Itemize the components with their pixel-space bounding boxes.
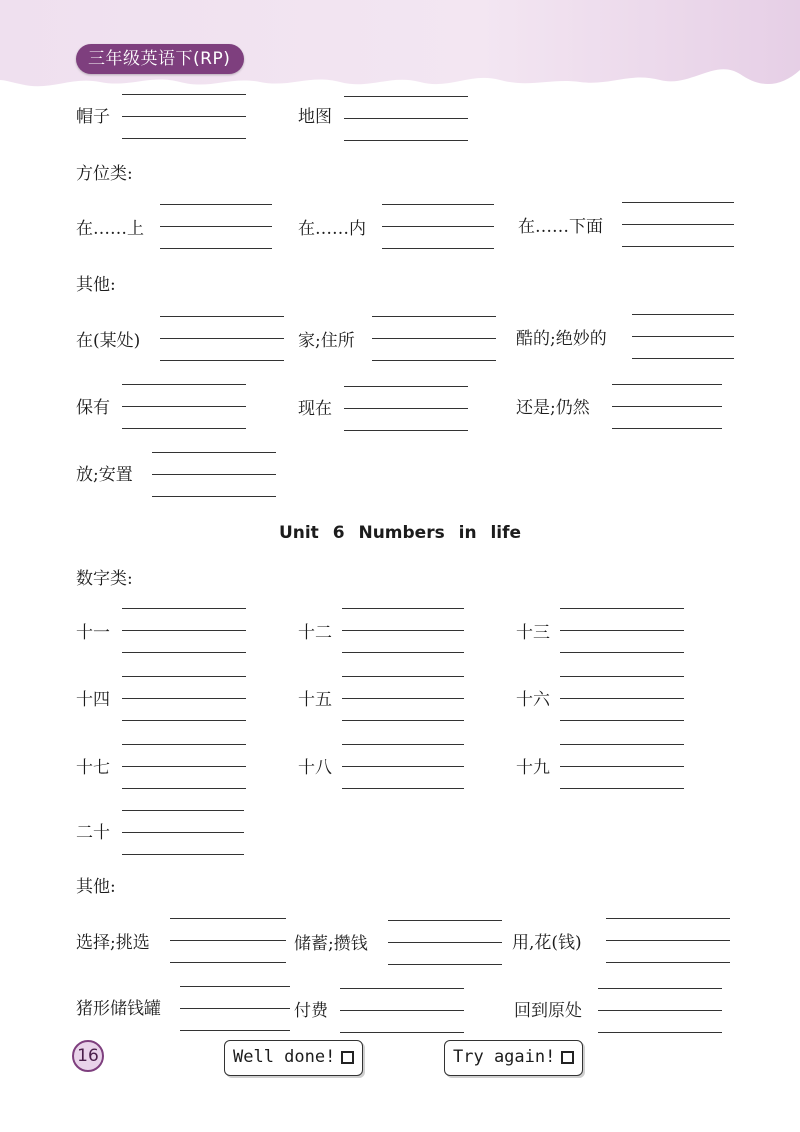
word-home-label: 家;住所 <box>298 331 355 351</box>
writing-blank-on[interactable] <box>160 204 272 249</box>
word-put-back-label: 回到原处 <box>514 1001 582 1021</box>
word-in-label: 在……内 <box>298 219 366 239</box>
word-keep-label: 保有 <box>76 398 110 418</box>
writing-blank-13[interactable] <box>560 608 684 653</box>
writing-blank-cool[interactable] <box>632 314 734 359</box>
writing-blank-choose[interactable] <box>170 918 286 963</box>
number-11-label: 十一 <box>76 623 110 643</box>
word-still-label: 还是;仍然 <box>516 398 590 418</box>
category-other-label: 其他: <box>76 275 116 295</box>
page-number: 16 <box>72 1040 104 1072</box>
category-other-label-2: 其他: <box>76 877 116 897</box>
writing-blank-piggy-bank[interactable] <box>180 986 290 1031</box>
writing-blank-at[interactable] <box>160 316 284 361</box>
writing-blank-put[interactable] <box>152 452 276 497</box>
writing-blank-20[interactable] <box>122 810 244 855</box>
word-hat-label: 帽子 <box>76 107 110 127</box>
well-done-label: Well done! <box>233 1047 336 1067</box>
try-again-checkbox[interactable] <box>561 1051 574 1064</box>
try-again-stamp <box>444 1040 583 1076</box>
writing-blank-put-back[interactable] <box>598 988 722 1033</box>
writing-blank-now[interactable] <box>344 386 468 431</box>
word-under-label: 在……下面 <box>518 217 603 237</box>
number-20-label: 二十 <box>76 823 110 843</box>
word-put-label: 放;安置 <box>76 465 133 485</box>
number-12-label: 十二 <box>298 623 332 643</box>
number-15-label: 十五 <box>298 690 332 710</box>
word-at-label: 在(某处) <box>76 331 141 351</box>
word-choose-label: 选择;挑选 <box>76 933 150 953</box>
well-done-stamp <box>224 1040 363 1076</box>
number-19-label: 十九 <box>516 758 550 778</box>
number-17-label: 十七 <box>76 758 110 778</box>
word-spend-label: 用,花(钱) <box>512 933 582 953</box>
number-14-label: 十四 <box>76 690 110 710</box>
word-save-label: 储蓄;攒钱 <box>294 934 368 954</box>
writing-blank-save[interactable] <box>388 920 502 965</box>
writing-blank-12[interactable] <box>342 608 464 653</box>
word-cool-label: 酷的;绝妙的 <box>516 329 607 349</box>
category-position-label: 方位类: <box>76 164 133 184</box>
writing-blank-in[interactable] <box>382 204 494 249</box>
writing-blank-under[interactable] <box>622 202 734 247</box>
writing-blank-14[interactable] <box>122 676 246 721</box>
writing-blank-spend[interactable] <box>606 918 730 963</box>
word-on-label: 在……上 <box>76 219 144 239</box>
writing-blank-keep[interactable] <box>122 384 246 429</box>
writing-blank-19[interactable] <box>560 744 684 789</box>
book-title: 三年级英语下(RP) <box>76 44 244 74</box>
word-pay-label: 付费 <box>294 1001 328 1021</box>
word-piggy-bank-label: 猪形储钱罐 <box>76 999 161 1019</box>
writing-blank-17[interactable] <box>122 744 246 789</box>
writing-blank-15[interactable] <box>342 676 464 721</box>
unit-title: Unit 6 Numbers in life <box>278 523 522 543</box>
writing-blank-11[interactable] <box>122 608 246 653</box>
number-18-label: 十八 <box>298 758 332 778</box>
number-16-label: 十六 <box>516 690 550 710</box>
writing-blank-pay[interactable] <box>340 988 464 1033</box>
writing-blank-still[interactable] <box>612 384 722 429</box>
writing-blank-18[interactable] <box>342 744 464 789</box>
writing-blank-16[interactable] <box>560 676 684 721</box>
number-13-label: 十三 <box>516 623 550 643</box>
writing-blank-hat[interactable] <box>122 94 246 139</box>
well-done-checkbox[interactable] <box>341 1051 354 1064</box>
try-again-label: Try again! <box>453 1047 556 1067</box>
writing-blank-map[interactable] <box>344 96 468 141</box>
word-map-label: 地图 <box>298 107 332 127</box>
category-numbers-label: 数字类: <box>76 569 133 589</box>
word-now-label: 现在 <box>298 399 332 419</box>
writing-blank-home[interactable] <box>372 316 496 361</box>
